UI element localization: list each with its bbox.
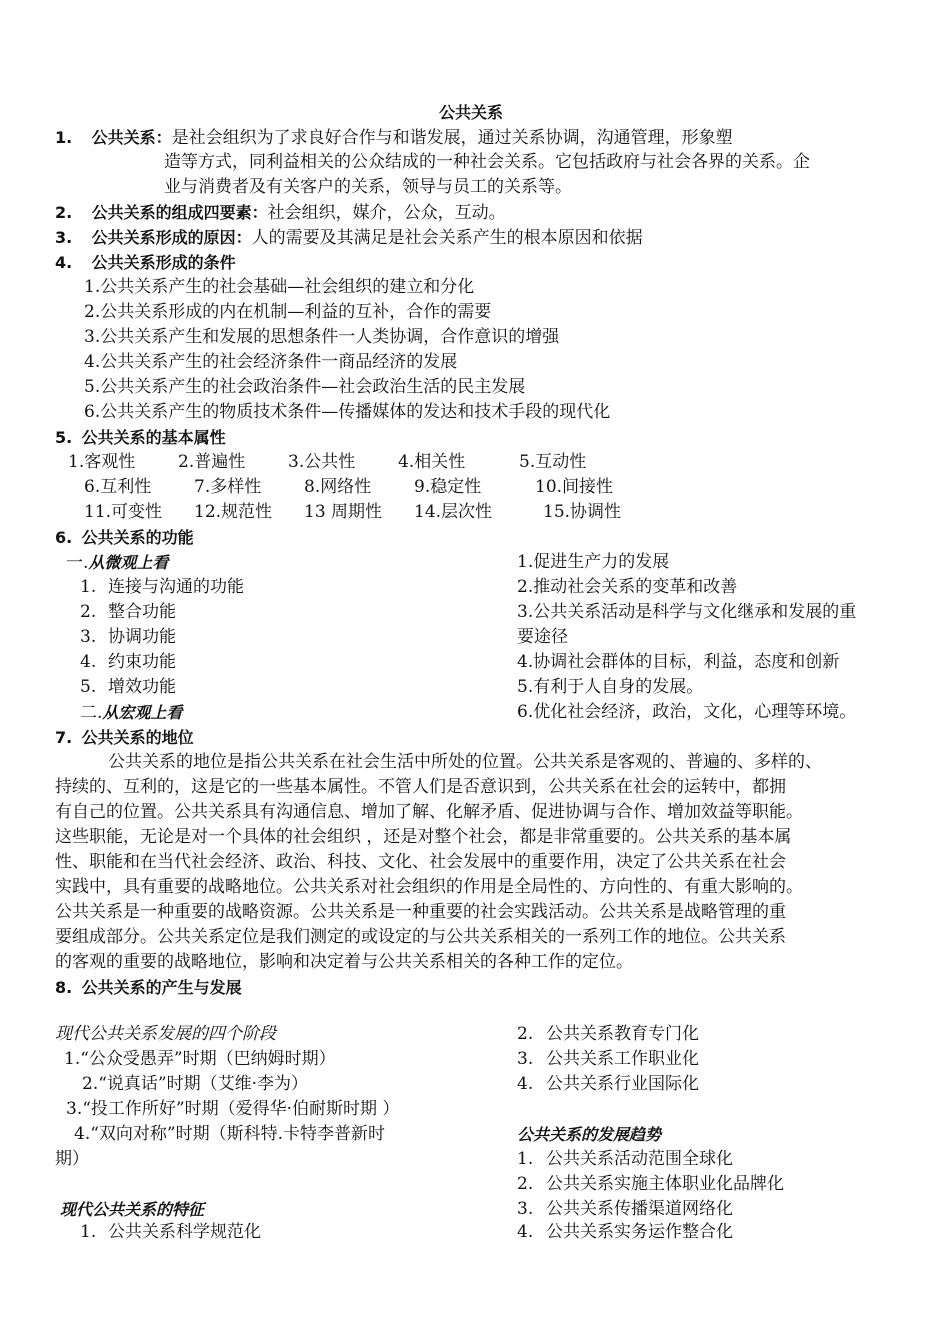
- micro-subheading: [66, 550, 168, 576]
- stage-item: 4.“双向对称”时期（斯科特.卡特李普新时: [74, 1124, 386, 1144]
- attribute: 14.层次性: [414, 502, 493, 522]
- item-text: 整合功能: [108, 602, 176, 622]
- section-1: [55, 125, 733, 151]
- subheading-text: 从宏观上看: [102, 703, 183, 722]
- attribute: 4.相关性: [398, 452, 466, 472]
- item-number: 2.: [517, 1174, 534, 1194]
- list-item: 6.优化社会经济，政治，文化，心理等环境。: [517, 702, 857, 722]
- item-text: 公共关系传播渠道网络化: [546, 1199, 733, 1219]
- section-heading: 公共关系：: [91, 128, 172, 147]
- attribute: 11.可变性: [84, 502, 163, 522]
- list-item: [80, 625, 176, 650]
- list-item: 4.公共关系产生的社会经济条件一商品经济的发展: [84, 352, 458, 372]
- item-text: 公共关系工作职业化: [546, 1049, 699, 1069]
- paragraph-line: 的客观的重要的战略地位，影响和决定着与公共关系相关的各种工作的定位。: [55, 952, 633, 972]
- list-item: 1.公共关系产生的社会基础—社会组织的建立和分化: [84, 277, 475, 297]
- section-text: 人的需要及其满足是社会关系产生的根本原因和依据: [251, 228, 643, 248]
- list-item: 5.有利于人自身的发展。: [517, 677, 704, 697]
- trend-item: [517, 1220, 733, 1245]
- paragraph-line: 这些职能，无论是对一个具体的社会组织 ，还是对整个社会，都是非常重要的。公共关系的基本属: [55, 827, 792, 847]
- section-number: 6.: [55, 528, 73, 547]
- list-item: 2.推动社会关系的变革和改善: [517, 577, 738, 597]
- section-heading: 公共关系的组成四要素：: [91, 203, 268, 222]
- item-text: 协调功能: [108, 627, 176, 647]
- attribute: 3.公共性: [288, 452, 356, 472]
- trends-title: 公共关系的发展趋势: [517, 1125, 662, 1144]
- item-text: 公共关系实务运作整合化: [546, 1222, 733, 1242]
- section-1-line-3: 业与消费者及有关客户的关系，领导与员工的关系等。: [164, 177, 572, 197]
- attribute: 13 周期性: [304, 502, 383, 522]
- list-item: 6.公共关系产生的物质技术条件—传播媒体的发达和技术手段的现代化: [84, 402, 611, 422]
- stage-item: 3.“投工作所好”时期（爱得华·伯耐斯时期 ）: [66, 1099, 400, 1119]
- features-title: 现代公共关系的特征: [60, 1200, 205, 1219]
- item-number: 5.: [80, 677, 97, 697]
- feature-item: [517, 1022, 699, 1047]
- list-item-continuation: 要途径: [517, 627, 568, 647]
- feature-item: [517, 1072, 699, 1097]
- section-number: 1.: [55, 128, 73, 147]
- item-number: 1.: [80, 577, 97, 597]
- section-5: [55, 425, 226, 451]
- paragraph-line: 持续的、互利的，这是它的一些基本属性。不管人们是否意识到，公共关系在社会的运转中，都拥: [55, 777, 786, 797]
- section-heading: 公共关系的基本属性: [81, 428, 226, 447]
- item-number: 4.: [517, 1222, 534, 1242]
- list-item: [80, 600, 176, 625]
- list-item: 3.公共关系活动是科学与文化继承和发展的重: [517, 602, 857, 622]
- item-number: 2.: [517, 1024, 534, 1044]
- section-4: [55, 250, 236, 276]
- attribute: 15.协调性: [543, 502, 622, 522]
- section-text: 是社会组织为了求良好合作与和谐发展，通过关系协调，沟通管理，形象塑: [171, 128, 733, 148]
- item-text: 公共关系实施主体职业化品牌化: [546, 1174, 784, 1194]
- item-number: 3.: [80, 627, 97, 647]
- item-text: 公共关系行业国际化: [546, 1074, 699, 1094]
- paragraph-line: 公共关系的地位是指公共关系在社会生活中所处的位置。公共关系是客观的、普遍的、多样的、: [108, 752, 822, 772]
- section-number: 8.: [55, 978, 73, 997]
- list-item: [80, 675, 176, 700]
- section-heading: 公共关系的地位: [81, 728, 194, 747]
- section-1-line-2: 造等方式，同利益相关的公众结成的一种社会关系。它包括政府与社会各界的关系。企: [164, 152, 810, 172]
- section-heading: 公共关系的产生与发展: [81, 978, 242, 997]
- paragraph-line: 公共关系是一种重要的战略资源。公共关系是一种重要的社会实践活动。公共关系是战略管理的重: [55, 902, 786, 922]
- attribute: 5.互动性: [519, 452, 587, 472]
- list-item: [80, 575, 244, 600]
- page-title: 公共关系: [439, 103, 504, 122]
- subheading-text: 从微观上看: [88, 553, 169, 572]
- item-number: 3.: [517, 1049, 534, 1069]
- list-item: [80, 650, 176, 675]
- section-2: [55, 200, 506, 226]
- attribute: 6.互利性: [84, 477, 152, 497]
- item-text: 连接与沟通的功能: [108, 577, 244, 597]
- section-heading: 公共关系形成的原因：: [91, 228, 252, 247]
- section-number: 7.: [55, 728, 73, 747]
- trend-item: [517, 1197, 733, 1222]
- attribute: 8.网络性: [304, 477, 372, 497]
- section-number: 4.: [55, 253, 73, 272]
- item-text: 公共关系科学规范化: [108, 1222, 261, 1242]
- section-3: [55, 225, 643, 251]
- list-item: 1.促进生产力的发展: [517, 552, 670, 572]
- section-number: 3.: [55, 228, 73, 247]
- stage-item: 1.“公众受愚弄”时期（巴纳姆时期）: [64, 1049, 336, 1069]
- attribute: 1.客观性: [68, 452, 136, 472]
- item-number: 1.: [80, 1222, 97, 1242]
- attribute: 9.稳定性: [414, 477, 482, 497]
- item-number: 2.: [80, 602, 97, 622]
- attribute: 7.多样性: [194, 477, 262, 497]
- section-7: [55, 725, 194, 751]
- paragraph-line: 实践中，具有重要的战略地位。公共关系对社会组织的作用是全局性的、方向性的、有重大影响的。: [55, 877, 803, 897]
- list-item: 5.公共关系产生的社会政治条件—社会政治生活的民主发展: [84, 377, 526, 397]
- subheading-prefix: 二.: [80, 703, 103, 723]
- macro-subheading: [80, 700, 182, 726]
- paragraph-line: 要组成部分。公共关系定位是我们测定的或设定的与公共关系相关的一系列工作的地位。公共关系: [55, 927, 786, 947]
- item-text: 增效功能: [108, 677, 176, 697]
- section-number: 5.: [55, 428, 73, 447]
- section-text: 社会组织，媒介，公众，互动。: [267, 203, 506, 223]
- section-8: [55, 975, 242, 1001]
- section-6: [55, 525, 194, 551]
- item-text: 约束功能: [108, 652, 176, 672]
- list-item: 3.公共关系产生和发展的思想条件一人类协调，合作意识的增强: [84, 327, 560, 347]
- feature-item: [80, 1220, 261, 1245]
- item-number: 3.: [517, 1199, 534, 1219]
- paragraph-line: 有自己的位置。公共关系具有沟通信息、增加了解、化解矛盾、促进协调与合作、增加效益等职能。: [55, 802, 803, 822]
- trend-item: [517, 1147, 733, 1172]
- section-number: 2.: [55, 203, 73, 222]
- attribute: 2.普遍性: [178, 452, 246, 472]
- item-text: 公共关系活动范围全球化: [546, 1149, 733, 1169]
- item-number: 4.: [80, 652, 97, 672]
- section-heading: 公共关系的功能: [81, 528, 194, 547]
- trend-item: [517, 1172, 784, 1197]
- stages-title: 现代公共关系发展的四个阶段: [55, 1024, 276, 1044]
- item-text: 公共关系教育专门化: [546, 1024, 699, 1044]
- feature-item: [517, 1047, 699, 1072]
- stage-item: 2.“说真话”时期（艾维·李为）: [82, 1074, 309, 1094]
- attribute: 10.间接性: [535, 477, 614, 497]
- paragraph-line: 性、职能和在当代社会经济、政治、科技、文化、社会发展中的重要作用，决定了公共关系在社会: [55, 852, 786, 872]
- item-number: 1.: [517, 1149, 534, 1169]
- section-heading: 公共关系形成的条件: [91, 253, 236, 272]
- item-number: 4.: [517, 1074, 534, 1094]
- attribute: 12.规范性: [194, 502, 273, 522]
- list-item: 2.公共关系形成的内在机制—利益的互补，合作的需要: [84, 302, 492, 322]
- stage-item-continuation: 期）: [55, 1149, 89, 1169]
- list-item: 4.协调社会群体的目标，利益，态度和创新: [517, 652, 840, 672]
- subheading-prefix: 一.: [66, 553, 89, 573]
